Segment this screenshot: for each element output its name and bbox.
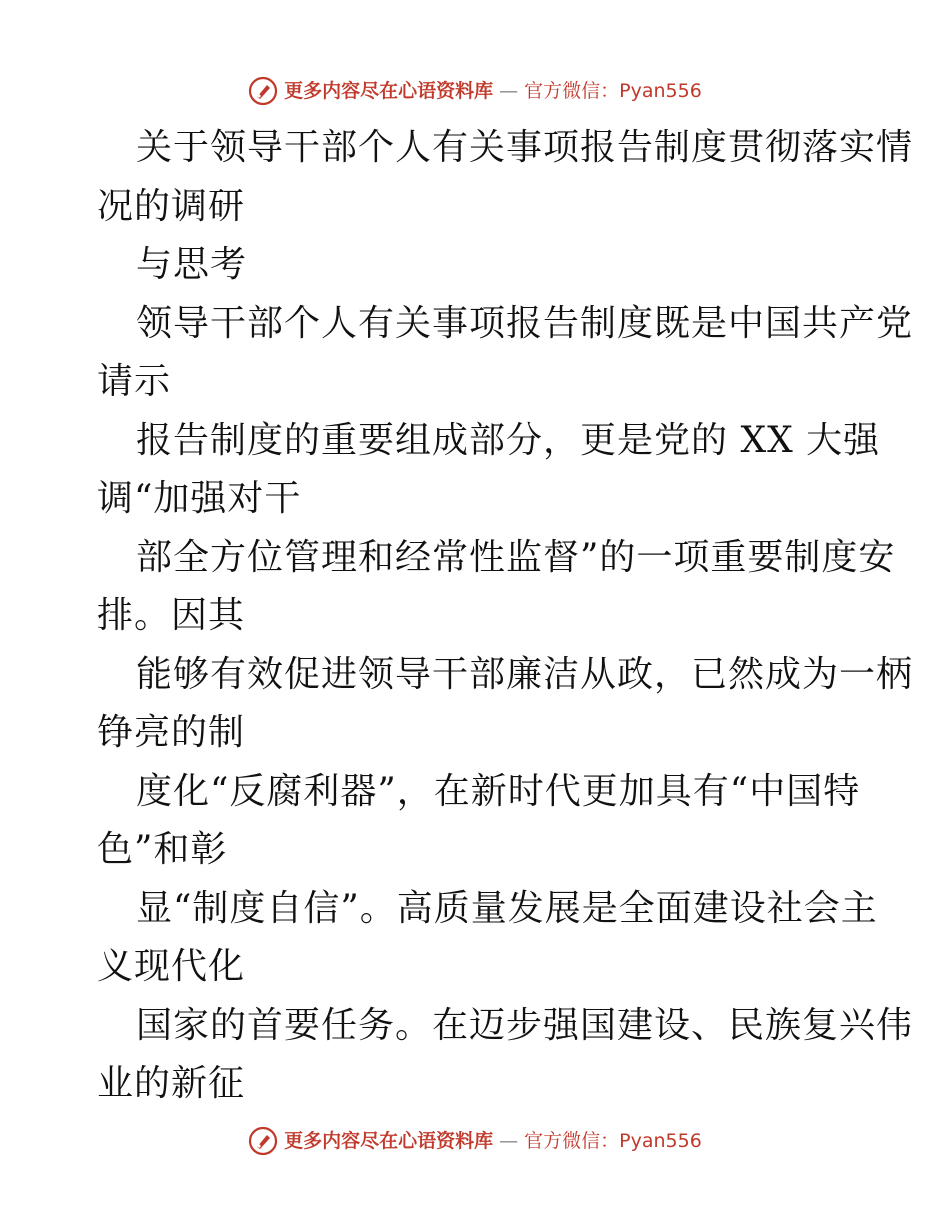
doc-text-line: 能够有效促进领导干部廉洁从政，已然成为一柄 xyxy=(136,653,914,695)
header-watermark-banner xyxy=(0,76,950,106)
footer-separator: — xyxy=(499,1130,519,1152)
doc-text-line: 色”和彰 xyxy=(97,829,228,870)
header-wechat-text: 官方微信：Pyan556 xyxy=(524,80,702,102)
document-body xyxy=(97,119,914,1114)
header-brand-text: 更多内容尽在心语资料库 xyxy=(284,80,494,102)
doc-text-line: 铮亮的制 xyxy=(97,712,246,753)
pen-nib-logo-icon xyxy=(248,1126,278,1156)
doc-text-line: 请示 xyxy=(97,361,172,402)
doc-text-line: 显“制度自信”。高质量发展是全面建设社会主 xyxy=(136,887,878,929)
doc-text-line: 领导干部个人有关事项报告制度既是中国共产党 xyxy=(136,302,914,344)
footer-brand-text: 更多内容尽在心语资料库 xyxy=(284,1130,494,1152)
doc-text-line: 报告制度的重要组成部分，更是党的 XX 大强 xyxy=(136,419,881,461)
header-separator: — xyxy=(499,80,519,102)
doc-title-line-1: 关于领导干部个人有关事项报告制度贯彻落实情 xyxy=(136,127,914,168)
footer-watermark-banner xyxy=(0,1126,950,1156)
pen-nib-logo-icon xyxy=(248,76,278,106)
doc-text-line: 国家的首要任务。在迈步强国建设、民族复兴伟 xyxy=(136,1004,914,1046)
doc-text-line: 调“加强对干 xyxy=(97,478,302,519)
doc-text-line: 业的新征 xyxy=(97,1063,246,1104)
doc-text-line: 排。因其 xyxy=(97,595,246,636)
doc-text-line: 部全方位管理和经常性监督”的一项重要制度安 xyxy=(136,536,896,578)
doc-title-line-3: 与思考 xyxy=(136,244,248,285)
footer-wechat-text: 官方微信：Pyan556 xyxy=(524,1130,702,1152)
doc-title-line-2: 况的调研 xyxy=(97,185,246,227)
doc-text-line: 度化“反腐利器”，在新时代更加具有“中国特 xyxy=(136,770,861,812)
doc-text-line: 义现代化 xyxy=(97,946,246,987)
